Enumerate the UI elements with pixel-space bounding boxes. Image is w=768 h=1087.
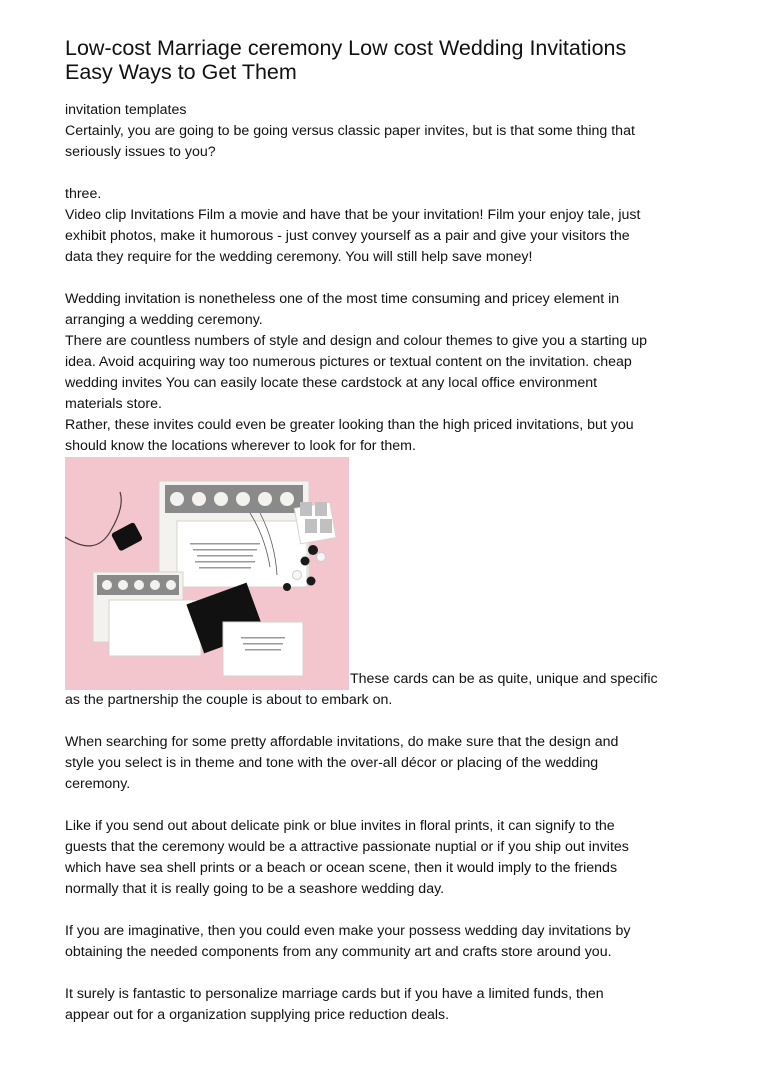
text-line: idea. Avoid acquiring way too numerous pictures or textual content on the invitation. cheap [65,354,632,370]
text-line: arranging a wedding ceremony. [65,312,263,328]
text-line: materials store. [65,396,162,412]
page-title [65,36,705,84]
text-line: invitation templates [65,102,187,118]
text-line: obtaining the needed components from any community art and crafts store around you. [65,944,612,960]
paragraph-design-themes [65,289,705,457]
paragraph-video-invitations [65,184,705,268]
wedding-invitations-photo [65,457,349,690]
paragraph-discounts [65,984,705,1026]
figure-row [65,457,705,690]
text-line: Like if you send out about delicate pink or blue invites in floral prints, it can signify to the [65,818,615,834]
text-line: data they require for the wedding ceremony. You will still help save money! [65,249,533,265]
text-line: There are countless numbers of style and design and colour themes to give you a starting up [65,333,648,349]
text-line: normally that it is really going to be a seashore wedding day. [65,881,445,897]
text-line: which have sea shell prints or a beach or ocean scene, then it would imply to the friends [65,860,618,876]
document-page [65,36,705,1026]
text-line: wedding invites You can easily locate these cardstock at any local office environment [65,375,598,391]
text-line: ceremony. [65,776,131,792]
paragraph-continuation [65,690,705,711]
text-line: If you are imaginative, then you could even make your possess wedding day invitations by [65,923,631,939]
image-caption: These cards can be as quite, unique and specific [350,671,658,687]
text-line: Certainly, you are going to be going versus classic paper invites, but is that some thing that [65,123,635,139]
text-line: exhibit photos, make it humorous - just convey yourself as a pair and give your visitors the [65,228,630,244]
paragraph-intro [65,100,705,163]
title-line: Low-cost Marriage ceremony Low cost Wedding Invitations [65,36,627,60]
text-line: Wedding invitation is nonetheless one of the most time consuming and pricey element in [65,291,620,307]
text-line: as the partnership the couple is about to embark on. [65,692,393,708]
paragraph-affordable [65,732,705,795]
title-line: Easy Ways to Get Them [65,60,297,84]
text-line: It surely is fantastic to personalize marriage cards but if you have a limited funds, then [65,986,604,1002]
text-line: three. [65,186,102,202]
text-line: When searching for some pretty affordable invitations, do make sure that the design and [65,734,619,750]
text-line: Rather, these invites could even be greater looking than the high priced invitations, but you [65,417,634,433]
text-line: Video clip Invitations Film a movie and have that be your invitation! Film your enjoy tale, just [65,207,641,223]
paragraph-floral-prints [65,816,705,900]
text-line: should know the locations wherever to look for for them. [65,438,416,454]
text-line: style you select is in theme and tone with the over-all décor or placing of the wedding [65,755,599,771]
text-line: seriously issues to you? [65,144,216,160]
text-line: guests that the ceremony would be a attractive passionate nuptial or if you ship out invites [65,839,629,855]
paragraph-diy [65,921,705,963]
text-line: appear out for a organization supplying price reduction deals. [65,1007,450,1023]
